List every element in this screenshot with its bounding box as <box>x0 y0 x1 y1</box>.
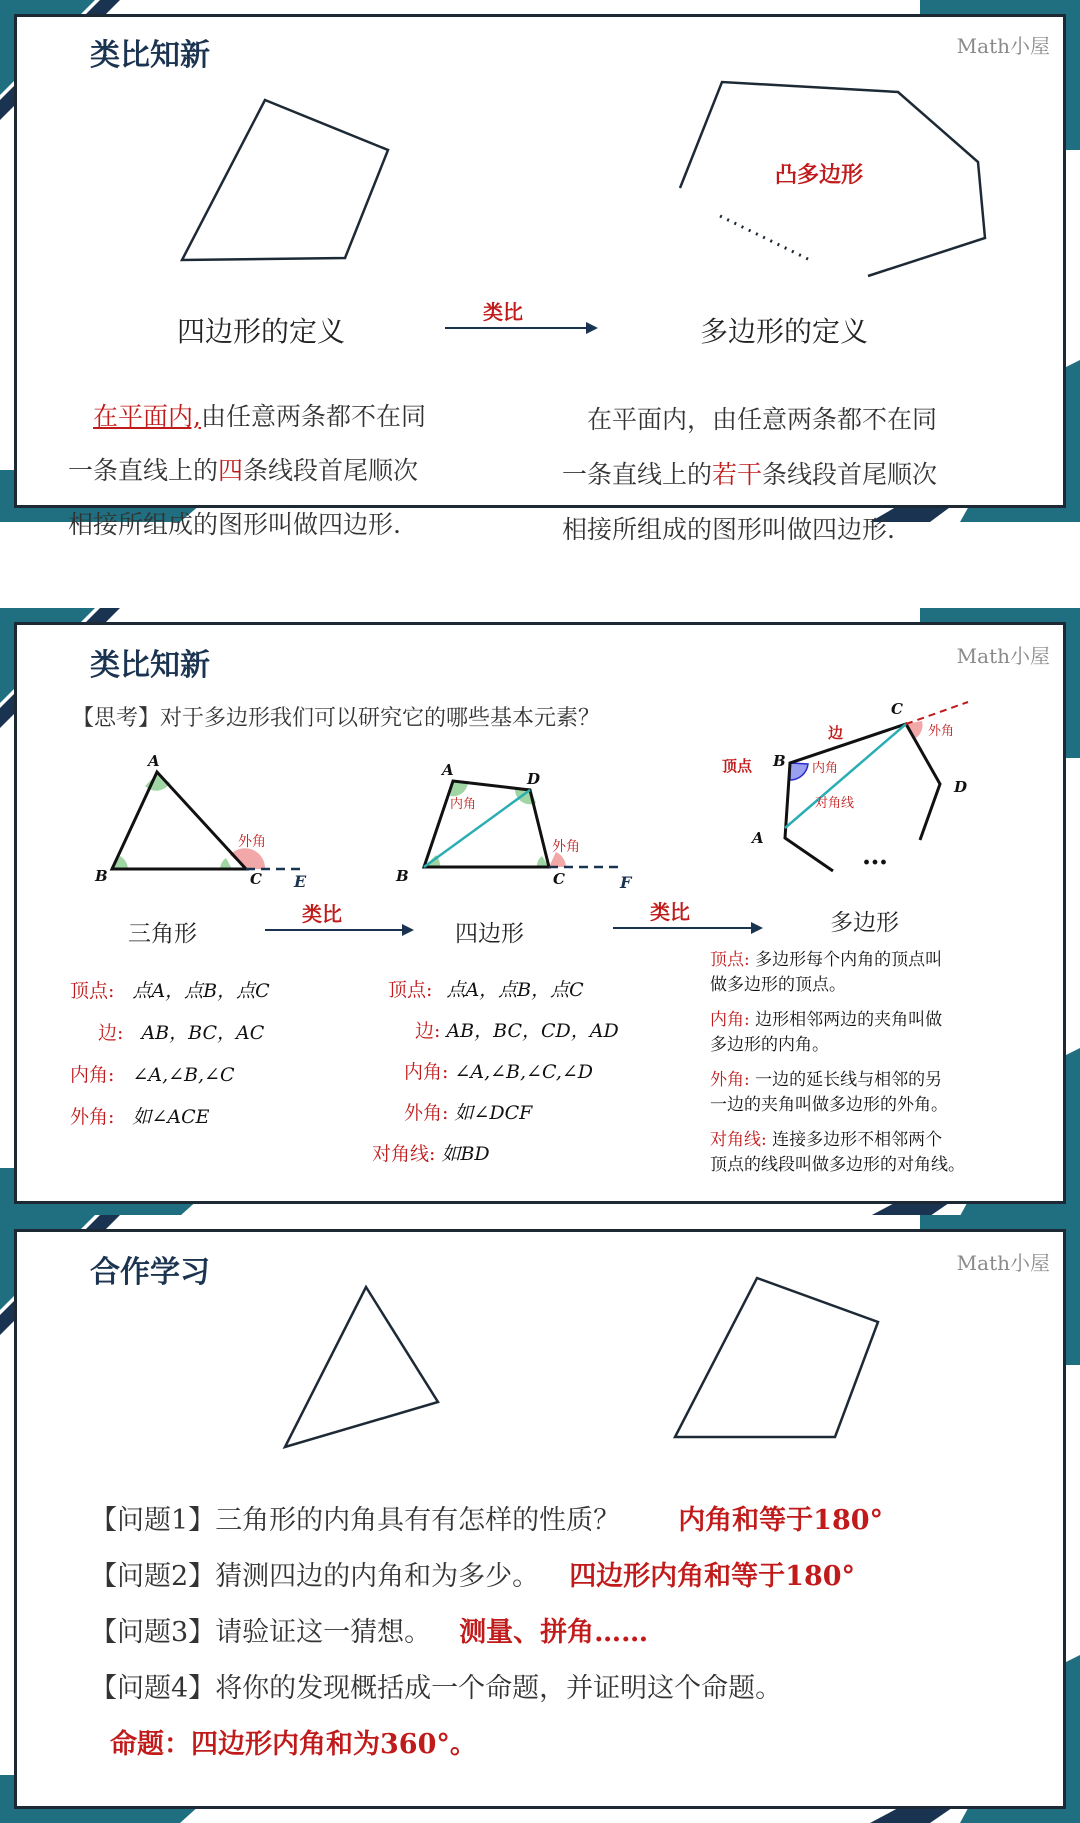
keyword-several: 若干 <box>712 460 763 489</box>
watermark: Math小屋 <box>956 1251 1050 1275</box>
slide-analogy-definition <box>0 0 1080 544</box>
convex-polygon-label: 凸多边形 <box>775 162 864 188</box>
answer-1: 内角和等于180° <box>678 1505 884 1536</box>
quadrilateral-name: 四边形 <box>455 921 524 947</box>
slide-cooperative-learning <box>0 1215 1080 1823</box>
polygon-definition-heading: 多边形的定义 <box>700 315 869 348</box>
slide-polygon-elements <box>0 608 1080 1216</box>
analogy-arrowhead <box>586 322 598 334</box>
answer-3: 测量、拼角…… <box>459 1617 649 1648</box>
quad-label-D: D <box>527 770 541 788</box>
triangle-properties: 顶点: 点A，点B，点C 边: AB，BC，AC 内角: ∠A,∠B,∠C 外角: 如∠ACE <box>70 980 270 1128</box>
tri-label-A: A <box>148 752 160 770</box>
quad-definition-heading: 四边形的定义 <box>177 315 346 348</box>
quad-label-int: 内角 <box>450 797 477 812</box>
quadrilateral-properties: 顶点: 点A，点B，点C 边: AB，BC，CD，AD 内角: ∠A,∠B,∠C,∠D 外角: 如∠DCF 对角线: 如BD <box>372 979 619 1165</box>
question-1: 【问题1】三角形的内角具有有怎样的性质？ 内角和等于180° <box>90 1505 884 1536</box>
poly-label-C: C <box>891 700 903 718</box>
watermark: Math小屋 <box>956 644 1050 668</box>
poly-label-dots: … <box>862 841 888 871</box>
tri-label-E: E <box>294 872 307 891</box>
triangle-figure <box>285 1287 438 1447</box>
conclusion: 命题：四边形内角和为360°。 <box>110 1729 477 1760</box>
quadrilateral-figure <box>675 1278 878 1437</box>
poly-label-B: B <box>773 752 786 770</box>
tri-label-ext: 外角 <box>238 834 266 850</box>
watermark: Math小屋 <box>956 34 1050 58</box>
polygon-dotted-edge <box>720 216 810 260</box>
slide-title: 类比知新 <box>90 648 210 683</box>
think-question: 【思考】对于多边形我们可以研究它的哪些基本元素？ <box>72 706 601 731</box>
quad-definition-text: 在平面内,由任意两条都不在同 一条直线上的四条线段首尾顺次 相接所组成的图形叫做四边形. <box>68 402 426 539</box>
analogy-label-2: 类比 <box>650 900 690 924</box>
analogy-label: 类比 <box>483 300 523 324</box>
polygon-name: 多边形 <box>830 910 899 936</box>
question-4: 【问题4】将你的发现概括成一个命题，并证明这个命题。 <box>90 1673 783 1704</box>
triangle-name: 三角形 <box>128 921 197 947</box>
answer-2: 四边形内角和等于180° <box>569 1561 856 1592</box>
tri-label-C: C <box>250 870 262 888</box>
poly-label-int: 内角 <box>812 761 839 776</box>
slide-title: 合作学习 <box>90 1255 210 1290</box>
quad-label-A: A <box>442 761 454 779</box>
poly-label-vertex: 顶点 <box>722 757 753 775</box>
question-list <box>90 1493 883 1773</box>
poly-label-A: A <box>752 829 764 847</box>
quadrilateral-diagram <box>424 781 622 867</box>
slide-title: 类比知新 <box>90 38 210 73</box>
quad-label-B: B <box>396 867 409 885</box>
poly-label-D: D <box>954 778 968 796</box>
triangle-diagram <box>112 772 300 869</box>
tri-label-B: B <box>95 867 108 885</box>
quadrilateral-figure <box>182 100 388 260</box>
quad-label-F: F <box>620 873 632 892</box>
quad-label-ext: 外角 <box>552 839 580 855</box>
analogy-label-1: 类比 <box>302 902 342 926</box>
keyword-four: 四 <box>218 456 244 485</box>
polygon-properties: 顶点: 多边形每个内角的顶点叫 做多边形的顶点。 内角: 边形相邻两边的夹角叫做 多边形的内角。 外角: 一边的延长线与相邻的另 一边的夹角叫做多边形的外角。 对角线: 连接多边形不相邻两个 顶点的线段叫做多边形的对角线。 <box>710 950 965 1175</box>
question-3: 【问题3】请验证这一猜想。 测量、拼角…… <box>90 1617 649 1648</box>
poly-label-ext: 外角 <box>928 724 955 739</box>
poly-label-diag: 对角线 <box>815 796 855 811</box>
question-2: 【问题2】猜测四边的内角和为多少。 四边形内角和等于180° <box>90 1561 856 1592</box>
quad-label-C: C <box>553 870 565 888</box>
poly-label-edge: 边 <box>828 724 844 742</box>
polygon-definition-text: 在平面内，由任意两条都不在同 一条直线上的若干条线段首尾顺次 相接所组成的图形叫做四边形. <box>562 405 938 544</box>
keyword-in-plane: 在平面内, <box>93 402 201 431</box>
